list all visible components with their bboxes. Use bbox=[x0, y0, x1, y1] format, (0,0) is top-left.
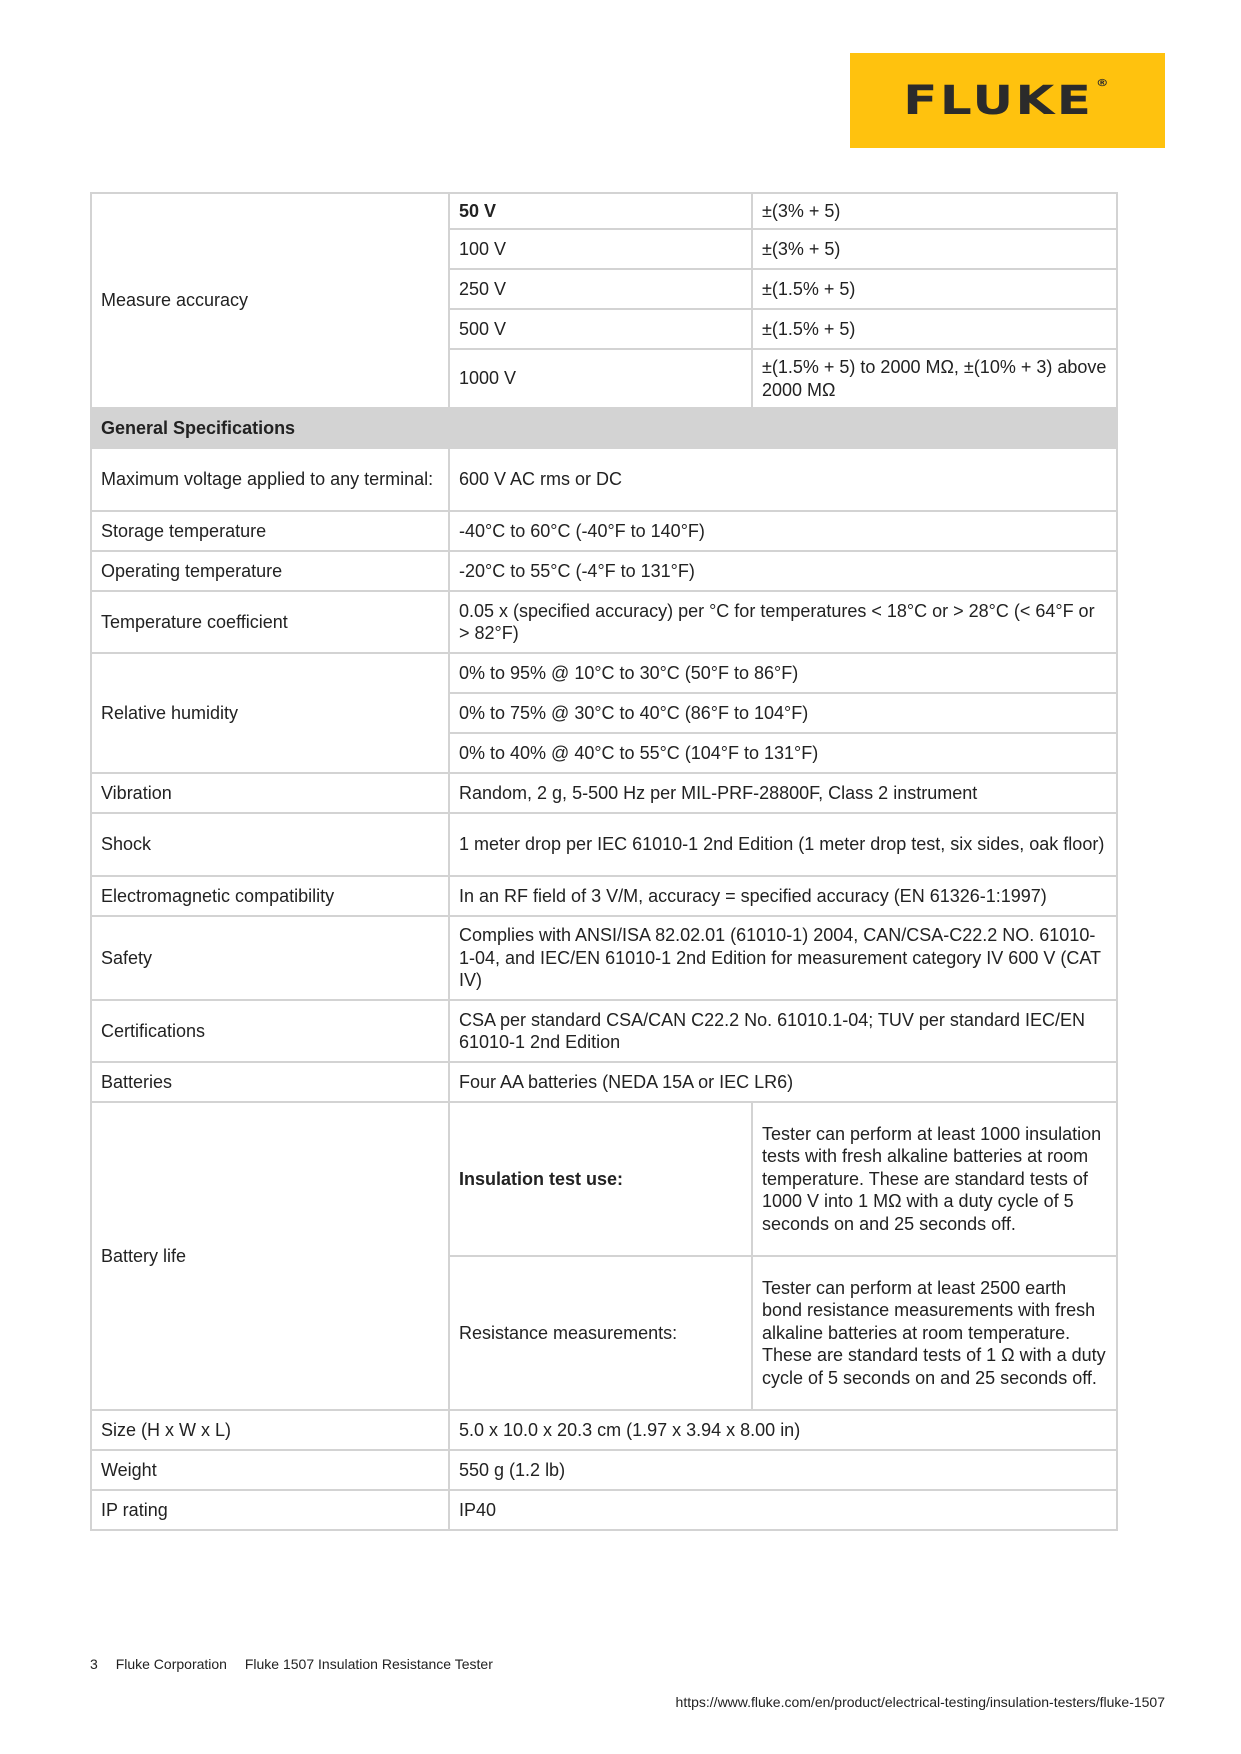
table-row bbox=[91, 876, 1117, 916]
spec-label: Electromagnetic compatibility bbox=[91, 876, 449, 916]
fluke-logo bbox=[850, 53, 1165, 148]
spec-value: Random, 2 g, 5-500 Hz per MIL-PRF-28800F, Class 2 instrument bbox=[449, 773, 1117, 813]
battery-use-label: Insulation test use: bbox=[449, 1102, 752, 1256]
table-row bbox=[91, 551, 1117, 591]
spec-label: Operating temperature bbox=[91, 551, 449, 591]
table-row bbox=[91, 511, 1117, 551]
accuracy-value: ±(1.5% + 5) bbox=[752, 309, 1117, 349]
spec-label: Temperature coefficient bbox=[91, 591, 449, 653]
spec-label: Shock bbox=[91, 813, 449, 876]
table-row bbox=[91, 448, 1117, 511]
spec-label: Storage temperature bbox=[91, 511, 449, 551]
accuracy-value: ±(1.5% + 5) bbox=[752, 269, 1117, 309]
page-number: 3 bbox=[90, 1656, 98, 1672]
spec-label: Battery life bbox=[91, 1102, 449, 1410]
battery-use-label: Resistance measurements: bbox=[449, 1256, 752, 1410]
spec-label: Size (H x W x L) bbox=[91, 1410, 449, 1450]
table-row bbox=[91, 591, 1117, 653]
page-footer bbox=[90, 1656, 507, 1672]
table-row bbox=[91, 1490, 1117, 1530]
spec-label: IP rating bbox=[91, 1490, 449, 1530]
spec-label: Maximum voltage applied to any terminal: bbox=[91, 448, 449, 511]
registered-mark: ® bbox=[1096, 77, 1112, 89]
accuracy-voltage: 250 V bbox=[449, 269, 752, 309]
spec-value: CSA per standard CSA/CAN C22.2 No. 61010.1-04; TUV per standard IEC/EN 61010-1 2nd Edition bbox=[449, 1000, 1117, 1062]
spec-value: IP40 bbox=[449, 1490, 1117, 1530]
spec-value: 550 g (1.2 lb) bbox=[449, 1450, 1117, 1490]
accuracy-value: ±(3% + 5) bbox=[752, 229, 1117, 269]
logo-text: FLUKE ® bbox=[903, 77, 1112, 124]
accuracy-voltage: 50 V bbox=[449, 193, 752, 229]
accuracy-voltage: 1000 V bbox=[449, 349, 752, 408]
accuracy-value: ±(1.5% + 5) to 2000 MΩ, ±(10% + 3) above 2000 MΩ bbox=[752, 349, 1117, 408]
spec-table bbox=[90, 192, 1118, 1531]
accuracy-label: Measure accuracy bbox=[91, 193, 449, 408]
spec-value: Complies with ANSI/ISA 82.02.01 (61010-1) 2004, CAN/CSA-C22.2 NO. 61010-1-04, and IEC/EN 61010-1 2nd Edition for measurement category IV 600 V (CAT IV) bbox=[449, 916, 1117, 1000]
spec-value: In an RF field of 3 V/M, accuracy = specified accuracy (EN 61326-1:1997) bbox=[449, 876, 1117, 916]
table-row bbox=[91, 1062, 1117, 1102]
spec-value: 0% to 95% @ 10°C to 30°C (50°F to 86°F) bbox=[449, 653, 1117, 693]
spec-value: -20°C to 55°C (-4°F to 131°F) bbox=[449, 551, 1117, 591]
table-row bbox=[91, 916, 1117, 1000]
spec-value: 600 V AC rms or DC bbox=[449, 448, 1117, 511]
accuracy-value: ±(3% + 5) bbox=[752, 193, 1117, 229]
spec-label: Certifications bbox=[91, 1000, 449, 1062]
spec-label: Batteries bbox=[91, 1062, 449, 1102]
table-row bbox=[91, 653, 1117, 693]
footer-product: Fluke 1507 Insulation Resistance Tester bbox=[244, 1656, 493, 1672]
spec-label: Relative humidity bbox=[91, 653, 449, 773]
section-heading: General Specifications bbox=[91, 408, 1117, 448]
table-row bbox=[91, 1000, 1117, 1062]
battery-use-value: Tester can perform at least 1000 insulation tests with fresh alkaline batteries at room temperature. These are standard tests of 1000 V into 1 MΩ with a duty cycle of 5 seconds on and 25 seconds off. bbox=[752, 1102, 1117, 1256]
spec-label: Weight bbox=[91, 1450, 449, 1490]
table-row bbox=[91, 408, 1117, 448]
spec-value: Four AA batteries (NEDA 15A or IEC LR6) bbox=[449, 1062, 1117, 1102]
table-row bbox=[91, 1102, 1117, 1256]
spec-value: 1 meter drop per IEC 61010-1 2nd Edition (1 meter drop test, six sides, oak floor) bbox=[449, 813, 1117, 876]
spec-value: 0% to 40% @ 40°C to 55°C (104°F to 131°F) bbox=[449, 733, 1117, 773]
spec-value: 0.05 x (specified accuracy) per °C for temperatures < 18°C or > 28°C (< 64°F or > 82°F) bbox=[449, 591, 1117, 653]
accuracy-voltage: 100 V bbox=[449, 229, 752, 269]
accuracy-voltage: 500 V bbox=[449, 309, 752, 349]
spec-label: Vibration bbox=[91, 773, 449, 813]
table-row bbox=[91, 1410, 1117, 1450]
spec-label: Safety bbox=[91, 916, 449, 1000]
battery-use-value: Tester can perform at least 2500 earth bond resistance measurements with fresh alkaline batteries at room temperature. These are standard tests of 1 Ω with a duty cycle of 5 seconds on and 25 seconds off. bbox=[752, 1256, 1117, 1410]
spec-value: -40°C to 60°C (-40°F to 140°F) bbox=[449, 511, 1117, 551]
footer-url-link[interactable]: https://www.fluke.com/en/product/electrical-testing/insulation-testers/fluke-1507 bbox=[675, 1694, 1165, 1710]
spec-value: 5.0 x 10.0 x 20.3 cm (1.97 x 3.94 x 8.00 in) bbox=[449, 1410, 1117, 1450]
table-row bbox=[91, 1450, 1117, 1490]
footer-company: Fluke Corporation bbox=[115, 1656, 227, 1672]
table-row bbox=[91, 813, 1117, 876]
table-row bbox=[91, 773, 1117, 813]
table-row bbox=[91, 193, 1117, 229]
spec-value: 0% to 75% @ 30°C to 40°C (86°F to 104°F) bbox=[449, 693, 1117, 733]
